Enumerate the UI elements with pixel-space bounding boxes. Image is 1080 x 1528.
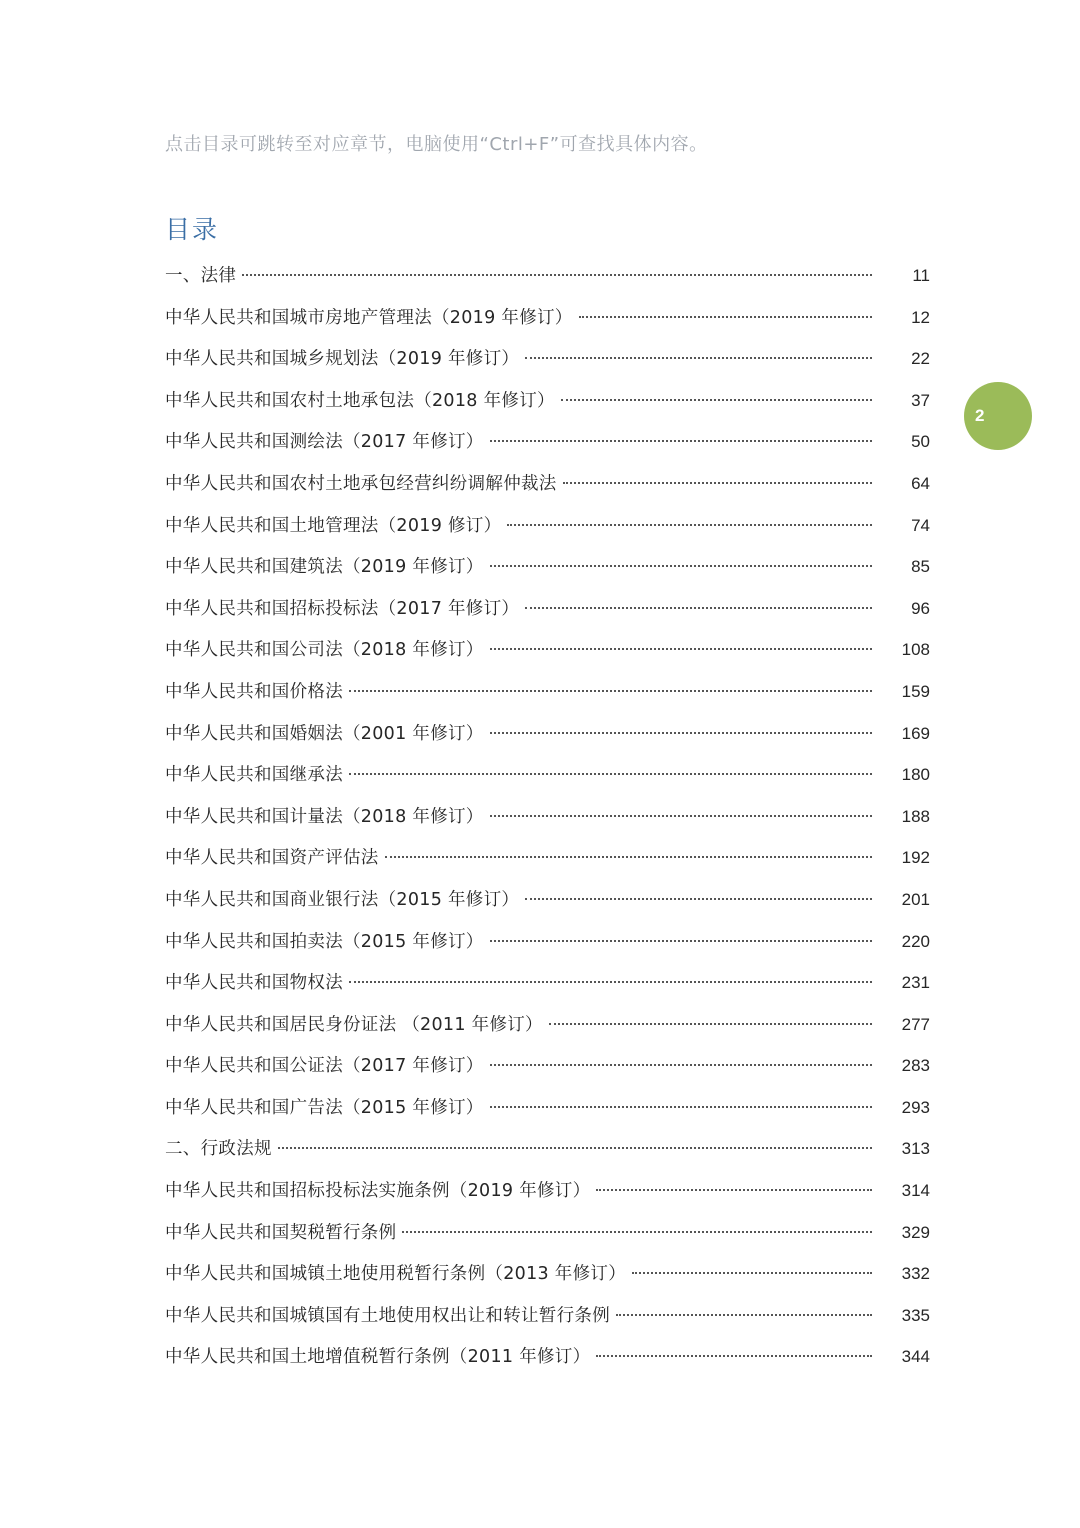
toc-entry-label: 中华人民共和国公证法（2017 年修订）: [165, 1056, 484, 1077]
toc-entry[interactable]: [165, 1087, 930, 1129]
dot-leader: [349, 981, 872, 983]
toc-entry-page: 335: [901, 1305, 930, 1325]
toc-entry[interactable]: [165, 1004, 930, 1046]
dot-leader: [616, 1314, 872, 1316]
toc-entry[interactable]: [165, 421, 930, 463]
toc-heading: 目录: [165, 215, 220, 244]
dot-leader: [507, 524, 872, 526]
toc-entry[interactable]: [165, 338, 930, 380]
toc-entry-page: 22: [911, 349, 930, 369]
navigation-hint: 点击目录可跳转至对应章节，电脑使用“Ctrl+F”可查找具体内容。: [165, 134, 708, 155]
toc-entry[interactable]: [165, 463, 930, 505]
toc-entry[interactable]: [165, 1045, 930, 1087]
toc-entry-label: 二、行政法规: [165, 1139, 272, 1160]
toc-entry-page: 74: [911, 515, 930, 535]
toc-entry-label: 中华人民共和国居民身份证法 （2011 年修订）: [165, 1014, 543, 1035]
toc-entry-label: 中华人民共和国城市房地产管理法（2019 年修订）: [165, 307, 573, 328]
dot-leader: [278, 1147, 872, 1149]
toc-entry-label: 中华人民共和国契税暂行条例: [165, 1222, 397, 1243]
toc-entry[interactable]: [165, 713, 930, 755]
toc-entry-page: 180: [901, 765, 930, 785]
toc-entry-label: 中华人民共和国婚姻法（2001 年修订）: [165, 723, 484, 744]
dot-leader: [525, 607, 872, 609]
dot-leader: [561, 399, 872, 401]
toc-entry-label: 中华人民共和国建筑法（2019 年修订）: [165, 557, 484, 578]
toc-entry-label: 中华人民共和国招标投标法实施条例（2019 年修订）: [165, 1181, 591, 1202]
toc-entry-label: 中华人民共和国农村土地承包法（2018 年修订）: [165, 390, 555, 411]
dot-leader: [549, 1023, 872, 1025]
toc-entry[interactable]: [165, 1253, 930, 1295]
dot-leader: [490, 648, 872, 650]
toc-entry-page: 159: [901, 681, 930, 701]
toc-entry[interactable]: [165, 754, 930, 796]
toc-entry[interactable]: [165, 962, 930, 1004]
toc-entry-label: 中华人民共和国招标投标法（2017 年修订）: [165, 598, 520, 619]
toc-entry[interactable]: [165, 297, 930, 339]
toc-entry[interactable]: [165, 837, 930, 879]
toc-entry-label: 中华人民共和国广告法（2015 年修订）: [165, 1097, 484, 1118]
toc-entry-page: 231: [901, 973, 930, 993]
toc-entry[interactable]: [165, 546, 930, 588]
page-number: 2: [975, 406, 985, 425]
toc-entry-page: 344: [901, 1347, 930, 1367]
toc-entry-label: 中华人民共和国公司法（2018 年修订）: [165, 640, 484, 661]
table-of-contents: [165, 255, 930, 1378]
toc-entry-label: 中华人民共和国资产评估法: [165, 848, 379, 869]
dot-leader: [490, 440, 872, 442]
dot-leader: [242, 274, 872, 276]
toc-entry-label: 中华人民共和国商业银行法（2015 年修订）: [165, 889, 520, 910]
toc-entry-page: 314: [901, 1181, 930, 1201]
toc-entry[interactable]: [165, 380, 930, 422]
dot-leader: [563, 482, 872, 484]
page-number-badge: [964, 382, 1032, 450]
toc-entry[interactable]: [165, 1128, 930, 1170]
toc-entry-page: 293: [901, 1097, 930, 1117]
toc-entry[interactable]: [165, 1212, 930, 1254]
toc-entry-label: 一、法律: [165, 266, 237, 286]
toc-entry[interactable]: [165, 588, 930, 630]
dot-leader: [490, 732, 872, 734]
dot-leader: [490, 565, 872, 567]
toc-entry-page: 12: [911, 307, 930, 327]
dot-leader: [596, 1189, 872, 1191]
toc-entry-page: 85: [911, 557, 930, 577]
toc-entry-page: 192: [901, 848, 930, 868]
toc-entry-page: 64: [911, 473, 930, 493]
dot-leader: [490, 1064, 872, 1066]
toc-entry-page: 108: [901, 640, 930, 660]
dot-leader: [490, 940, 872, 942]
toc-entry-page: 201: [901, 889, 930, 909]
toc-entry-label: 中华人民共和国土地管理法（2019 修订）: [165, 515, 502, 536]
dot-leader: [349, 690, 872, 692]
dot-leader: [525, 898, 872, 900]
toc-entry-page: 50: [911, 432, 930, 452]
toc-entry[interactable]: [165, 796, 930, 838]
toc-entry-label: 中华人民共和国城镇国有土地使用权出让和转让暂行条例: [165, 1305, 610, 1326]
toc-entry[interactable]: [165, 255, 930, 297]
dot-leader: [490, 815, 872, 817]
toc-entry-page: 332: [901, 1264, 930, 1284]
toc-entry-label: 中华人民共和国拍卖法（2015 年修订）: [165, 931, 484, 952]
toc-entry-label: 中华人民共和国城镇土地使用税暂行条例（2013 年修订）: [165, 1264, 626, 1285]
toc-entry[interactable]: [165, 879, 930, 921]
dot-leader: [525, 357, 872, 359]
toc-entry-page: 313: [901, 1139, 930, 1159]
toc-entry[interactable]: [165, 505, 930, 547]
toc-entry-page: 277: [901, 1014, 930, 1034]
toc-entry-page: 37: [911, 390, 930, 410]
dot-leader: [596, 1355, 872, 1357]
toc-entry-label: 中华人民共和国继承法: [165, 765, 343, 786]
toc-entry-page: 96: [911, 598, 930, 618]
dot-leader: [632, 1272, 872, 1274]
toc-entry-label: 中华人民共和国计量法（2018 年修订）: [165, 806, 484, 827]
dot-leader: [490, 1106, 872, 1108]
toc-entry-page: 220: [901, 931, 930, 951]
toc-entry-label: 中华人民共和国城乡规划法（2019 年修订）: [165, 349, 520, 370]
toc-entry-page: 11: [912, 266, 930, 285]
toc-entry-label: 中华人民共和国物权法: [165, 973, 343, 994]
toc-entry[interactable]: [165, 921, 930, 963]
toc-entry-page: 329: [901, 1222, 930, 1242]
toc-entry[interactable]: [165, 1170, 930, 1212]
toc-entry-label: 中华人民共和国价格法: [165, 681, 343, 702]
toc-entry[interactable]: [165, 629, 930, 671]
toc-entry[interactable]: [165, 1295, 930, 1337]
toc-entry-page: 283: [901, 1056, 930, 1076]
toc-entry-label: 中华人民共和国土地增值税暂行条例（2011 年修订）: [165, 1347, 591, 1368]
toc-entry-page: 188: [901, 806, 930, 826]
dot-leader: [402, 1231, 872, 1233]
toc-entry-page: 169: [901, 723, 930, 743]
dot-leader: [349, 773, 872, 775]
dot-leader: [579, 316, 872, 318]
toc-entry-label: 中华人民共和国农村土地承包经营纠纷调解仲裁法: [165, 473, 557, 494]
dot-leader: [385, 856, 872, 858]
toc-entry[interactable]: [165, 671, 930, 713]
toc-entry[interactable]: [165, 1336, 930, 1378]
toc-entry-label: 中华人民共和国测绘法（2017 年修订）: [165, 432, 484, 453]
